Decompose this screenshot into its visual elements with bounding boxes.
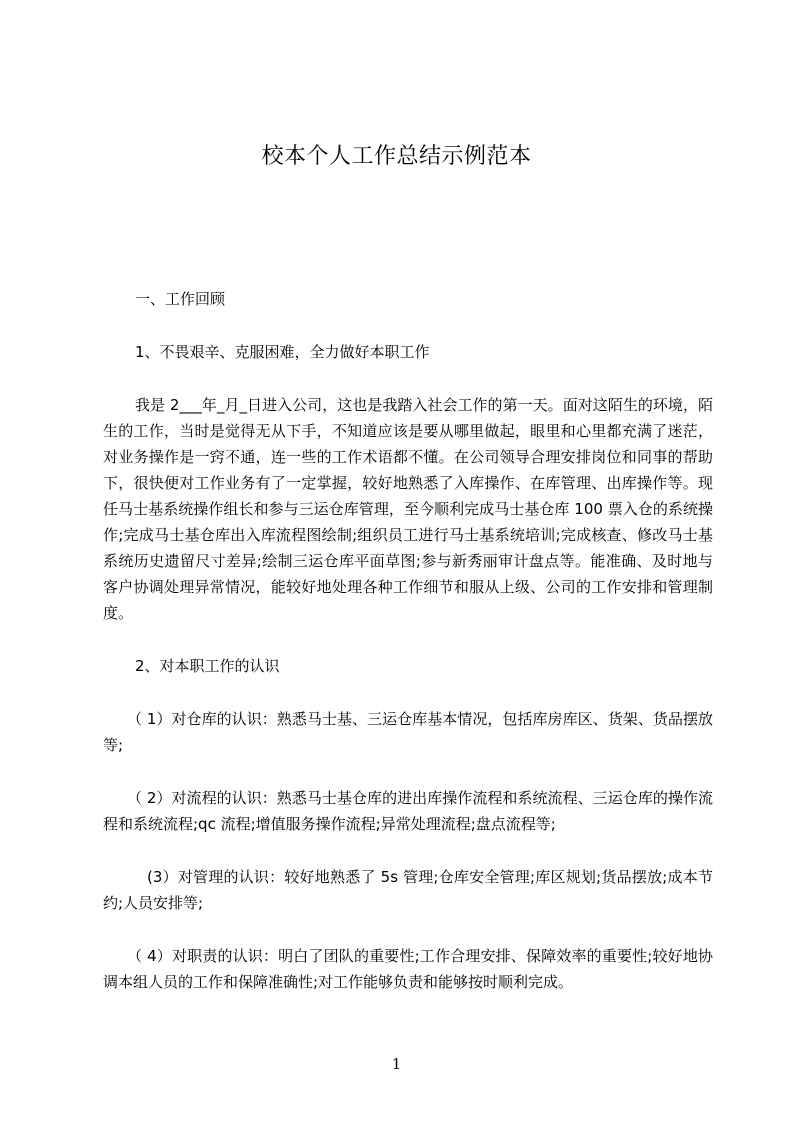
subsection-heading-1: 1、不畏艰辛、克服困难，全力做好本职工作 <box>135 343 430 361</box>
list-item-warehouse: （ 1）对仓库的认识：熟悉马士基、三运仓库基本情况，包括库房库区、货架、货品摆放等; <box>103 710 713 754</box>
subsection-heading-2: 2、对本职工作的认识 <box>135 657 280 675</box>
list-item-duty: （ 4）对职责的认识：明白了团队的重要性;工作合理安排、保障效率的重要性;较好地协调本组人员的工作和保障准确性;对工作能够负责和能够按时顺利完成。 <box>103 947 713 991</box>
document-body <box>103 286 713 1022</box>
body-paragraph-1: 我是 2___年_月_日进入公司，这也是我踏入社会工作的第一天。面对这陌生的环境，陌生的工作，当时是觉得无从下手，不知道应该是要从哪里做起，眼里和心里都充满了迷茫，对业务操作是一窍不通，连一些的工作术语都不懂。在公司领导合理安排岗位和同事的帮助下，很快便对工作业务有了一定掌握，较好地熟悉了入库操作、在库管理、出库操作等。现任马士基系统操作组长和参与三运仓库管理，至今顺利完成马士基仓库 100 票入仓的系统操作;完成马士基仓库出入库流程图绘制;组织员工进行马士基系统培训;完成核查、修改马士基系统历史遗留尺寸差异;绘制三运仓库平面草图;参与新秀丽审计盘点等。能准确、及时地与客户协调处理异常情况，能较好地处理各种工作细节和服从上级、公司的工作安排和管理制度。 <box>103 396 713 622</box>
document-title: 校本个人工作总结示例范本 <box>261 144 532 169</box>
list-item-process: （ 2）对流程的认识：熟悉马士基仓库的进出库操作流程和系统流程、三运仓库的操作流程和系统流程;qc 流程;增值服务操作流程;异常处理流程;盘点流程等; <box>103 789 713 833</box>
list-item-management: (3）对管理的认识：较好地熟悉了 5s 管理;仓库安全管理;库区规划;货品摆放;成本节约;人员安排等; <box>103 868 713 912</box>
page-number: 1 <box>391 1055 402 1073</box>
section-heading-work-review: 一、工作回顾 <box>135 290 226 308</box>
